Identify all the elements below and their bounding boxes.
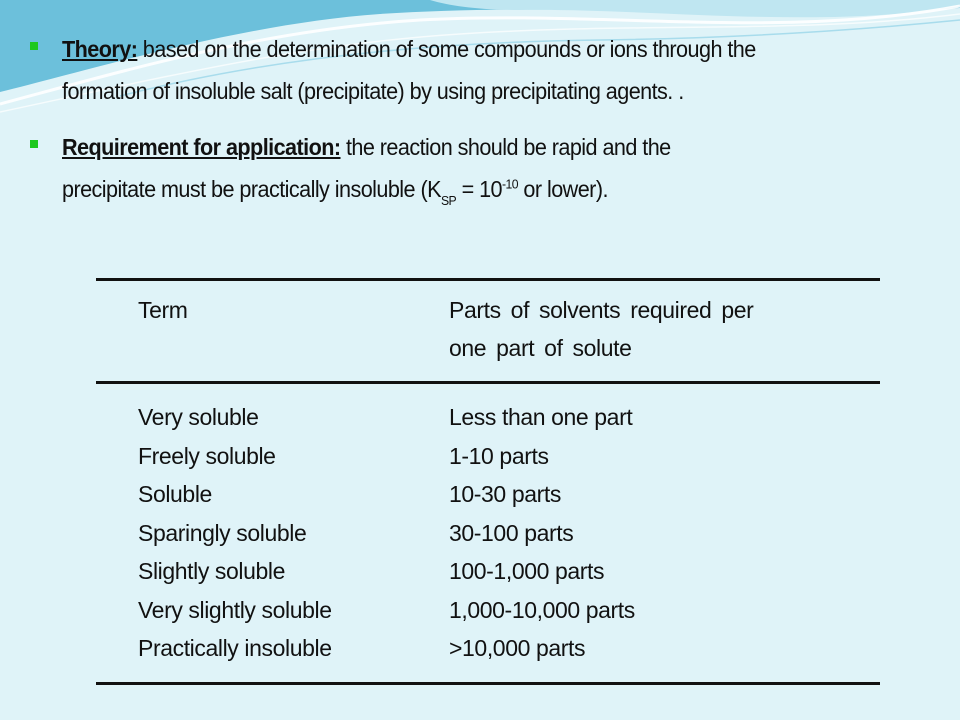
bullet-square-icon	[30, 140, 38, 148]
parts-cell: 100-1,000 parts	[449, 558, 605, 585]
table-body	[96, 384, 880, 682]
term-cell: Slightly soluble	[138, 558, 286, 585]
bullet-line	[62, 126, 897, 168]
bullet-list	[30, 28, 950, 224]
bullet-square-icon	[30, 42, 38, 50]
parts-cell: >10,000 parts	[449, 635, 586, 662]
header-parts-line: Parts of solvents required per	[449, 297, 754, 323]
table-row	[96, 552, 880, 591]
bullet-lead: Theory:	[62, 36, 138, 62]
bullet-requirement	[30, 126, 950, 210]
parts-cell: 1-10 parts	[449, 442, 549, 469]
term-cell: Practically insoluble	[138, 635, 332, 662]
parts-cell: 30-100 parts	[449, 519, 574, 546]
term-cell: Sparingly soluble	[138, 519, 307, 546]
term-cell: Freely soluble	[138, 442, 276, 469]
table-row	[96, 514, 880, 553]
bullet-line-text: precipitate must be practically insoluble (K	[62, 176, 441, 202]
bullet-line-text: based on the determination of some compounds or ions through the	[137, 36, 756, 62]
table-bottom-rule	[96, 682, 880, 685]
header-parts-line: one part of solute	[449, 335, 632, 361]
bullet-lead: Requirement for application:	[62, 134, 341, 160]
bullet-theory	[30, 28, 950, 112]
parts-cell: 10-30 parts	[449, 481, 561, 508]
ksp-subscript: SP	[440, 192, 457, 208]
table-row	[96, 475, 880, 514]
bullet-line-text: or lower).	[517, 176, 608, 202]
term-cell: Very slightly soluble	[138, 596, 332, 623]
parts-cell: Less than one part	[449, 404, 633, 431]
header-term: Term	[138, 297, 188, 323]
bullet-text	[62, 28, 897, 112]
table-row	[96, 398, 880, 437]
term-cell: Very soluble	[138, 404, 259, 431]
bullet-line	[62, 28, 897, 70]
bullet-line-text: the reaction should be rapid and the	[340, 134, 671, 160]
header-parts	[449, 291, 829, 367]
table-row	[96, 437, 880, 476]
exponent-superscript: -10	[502, 176, 518, 192]
term-cell: Soluble	[138, 481, 212, 508]
bullet-line: formation of insoluble salt (precipitate) by using precipitating agents. .	[62, 78, 684, 104]
parts-cell: 1,000-10,000 parts	[449, 596, 635, 623]
table-row	[96, 629, 880, 668]
table-header-row	[96, 281, 880, 381]
solubility-table	[96, 278, 880, 685]
bullet-line-text: = 10	[456, 176, 503, 202]
table-row	[96, 591, 880, 630]
bullet-line	[62, 168, 897, 210]
bullet-text	[62, 126, 897, 210]
